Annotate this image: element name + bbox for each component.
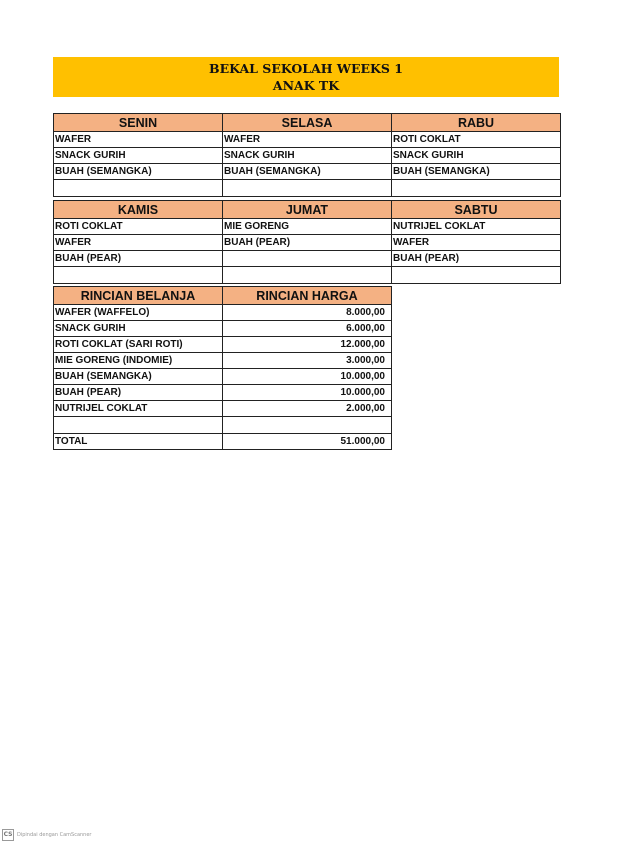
table-row (54, 180, 561, 197)
title-line-2: ANAK TK (272, 78, 340, 93)
day-header: SENIN (54, 114, 223, 132)
menu-cell: BUAH (SEMANGKA) (223, 164, 392, 180)
menu-cell (223, 251, 392, 267)
table-row (54, 321, 392, 337)
price-cell: 2.000,00 (223, 401, 392, 417)
menu-cell: WAFER (54, 235, 223, 251)
menu-cell: SNACK GURIH (54, 148, 223, 164)
total-row (54, 434, 392, 450)
empty-cell (54, 267, 223, 284)
price-cell: 12.000,00 (223, 337, 392, 353)
price-cell: 10.000,00 (223, 369, 392, 385)
total-value: 51.000,00 (223, 434, 392, 450)
item-cell: BUAH (SEMANGKA) (54, 369, 223, 385)
table-row (54, 305, 392, 321)
day-header: KAMIS (54, 201, 223, 219)
menu-cell: WAFER (392, 235, 561, 251)
table-row (54, 235, 561, 251)
menu-table-week2 (53, 200, 561, 284)
table-row (54, 164, 561, 180)
menu-cell: MIE GORENG (223, 219, 392, 235)
price-cell: 10.000,00 (223, 385, 392, 401)
table-row (54, 132, 561, 148)
item-cell: NUTRIJEL COKLAT (54, 401, 223, 417)
table-row (54, 369, 392, 385)
table-row (54, 267, 561, 284)
empty-cell (223, 180, 392, 197)
table-row (54, 353, 392, 369)
cost-header-item: RINCIAN BELANJA (54, 287, 223, 305)
empty-cell (223, 417, 392, 434)
menu-cell: WAFER (54, 132, 223, 148)
price-cell: 6.000,00 (223, 321, 392, 337)
empty-cell (54, 417, 223, 434)
empty-cell (54, 180, 223, 197)
cost-header-price: RINCIAN HARGA (223, 287, 392, 305)
empty-cell (392, 267, 561, 284)
table-row (54, 385, 392, 401)
item-cell: MIE GORENG (INDOMIE) (54, 353, 223, 369)
menu-cell: SNACK GURIH (223, 148, 392, 164)
menu-cell: ROTI COKLAT (54, 219, 223, 235)
day-header: JUMAT (223, 201, 392, 219)
menu-cell: BUAH (SEMANGKA) (392, 164, 561, 180)
menu-cell: SNACK GURIH (392, 148, 561, 164)
table-row (54, 401, 392, 417)
item-cell: SNACK GURIH (54, 321, 223, 337)
table-row (54, 337, 392, 353)
menu-cell: BUAH (PEAR) (392, 251, 561, 267)
empty-cell (392, 180, 561, 197)
table-row (54, 148, 561, 164)
menu-cell: NUTRIJEL COKLAT (392, 219, 561, 235)
empty-cell (223, 267, 392, 284)
table-row (54, 417, 392, 434)
item-cell: ROTI COKLAT (SARI ROTI) (54, 337, 223, 353)
menu-cell: BUAH (SEMANGKA) (54, 164, 223, 180)
menu-cell: ROTI COKLAT (392, 132, 561, 148)
cost-table (53, 286, 392, 450)
item-cell: WAFER (WAFFELO) (54, 305, 223, 321)
day-header: SELASA (223, 114, 392, 132)
title-banner (53, 57, 559, 97)
item-cell: BUAH (PEAR) (54, 385, 223, 401)
title-line-1: BEKAL SEKOLAH WEEKS 1 (209, 61, 403, 76)
day-header: SABTU (392, 201, 561, 219)
scanner-watermark (2, 829, 92, 841)
camscanner-icon: CS (2, 829, 14, 841)
menu-table-week1 (53, 113, 561, 197)
price-cell: 8.000,00 (223, 305, 392, 321)
menu-cell: BUAH (PEAR) (223, 235, 392, 251)
watermark-text: Dipindai dengan CamScanner (17, 832, 92, 838)
menu-cell: BUAH (PEAR) (54, 251, 223, 267)
table-row (54, 251, 561, 267)
price-cell: 3.000,00 (223, 353, 392, 369)
total-label: TOTAL (54, 434, 223, 450)
day-header: RABU (392, 114, 561, 132)
table-row (54, 219, 561, 235)
menu-cell: WAFER (223, 132, 392, 148)
